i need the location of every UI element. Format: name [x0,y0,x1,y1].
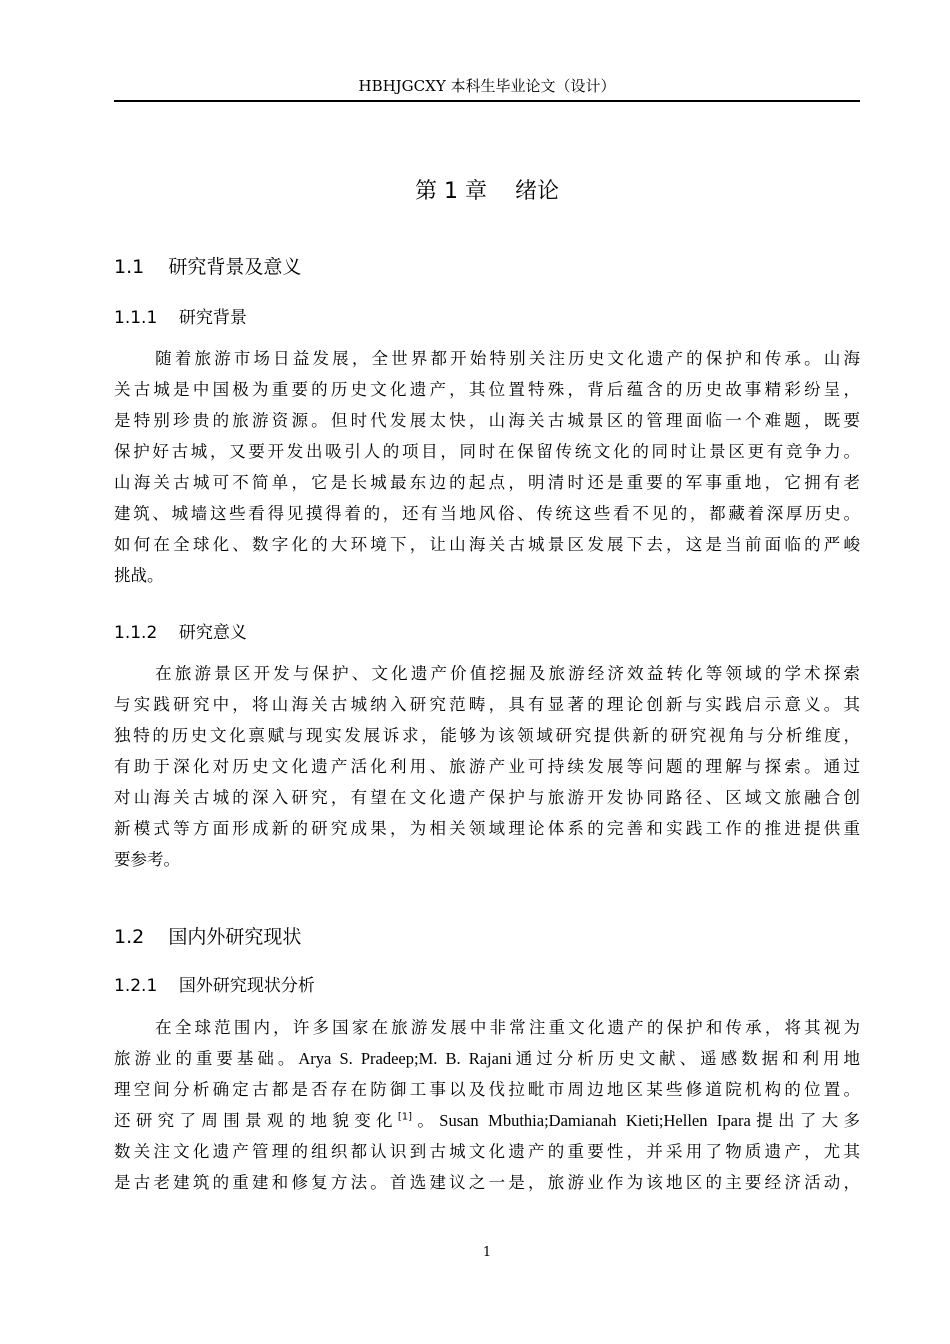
section-heading-1-1: 1.1 研究背景及意义 [114,256,302,278]
paragraph-research-significance [114,658,860,875]
line-text: 随着旅游市场日益发展，全世界都开始特别关注历史文化遗产的保护和传承。山海 [152,349,860,368]
text-line [114,343,860,374]
header-rule [114,100,860,102]
text-line: 与实践研究中，将山海关古城纳入研究范畴，具有显著的理论创新与实践启示意义。其 [114,695,860,714]
paragraph-foreign-research [114,1012,860,1198]
text-line: 要参考。 [114,850,180,869]
author-names: Susan Mbuthia;Damianah Kieti;Hellen Ipara [439,1111,751,1130]
line-text: 通过分析历史文献、遥感数据和利用地 [511,1049,861,1068]
line-text: 在旅游景区开发与保护、文化遗产价值挖掘及旅游经济效益转化等领域的学术探索 [152,664,860,683]
text-line: 是特别珍贵的旅游资源。但时代发展太快，山海关古城景区的管理面临一个难题，既要 [114,411,860,430]
text-line [114,1105,860,1136]
chapter-title: 第 1 章 绪论 [415,179,559,204]
citation-reference: [1] [397,1111,413,1123]
text-line: 有助于深化对历史文化遗产活化利用、旅游产业可持续发展等问题的理解与探索。通过 [114,757,860,776]
line-text: 在全球范围内，许多国家在旅游发展中非常注重文化遗产的保护和传承，将其视为 [152,1018,860,1037]
section-heading-1-2-1: 1.2.1 国外研究现状分析 [114,976,315,996]
line-text: 。 [412,1111,440,1130]
line-text: 还研究了周围景观的地貌变化 [114,1111,398,1130]
line-text: 提出了大多 [750,1111,861,1130]
text-line: 建筑、城墙这些看得见摸得着的，还有当地风俗、传统这些看不见的，都藏着深厚历史。 [114,504,860,523]
text-line [114,658,860,689]
text-line: 如何在全球化、数字化的大环境下，让山海关古城景区发展下去，这是当前面临的严峻 [114,535,860,554]
text-line: 保护好古城，又要开发出吸引人的项目，同时在保留传统文化的同时让景区更有竞争力。 [114,442,860,461]
page-number: 1 [482,1245,492,1260]
text-line: 山海关古城可不简单，它是长城最东边的起点，明清时还是重要的军事重地，它拥有老 [114,473,860,492]
text-line: 是古老建筑的重建和修复方法。首选建议之一是，旅游业作为该地区的主要经济活动， [114,1173,860,1192]
text-line [114,1043,860,1074]
page-header: HBHJGCXY 本科生毕业论文（设计） [358,77,616,95]
section-heading-1-1-1: 1.1.1 研究背景 [114,308,247,328]
section-heading-1-1-2: 1.1.2 研究意义 [114,623,247,643]
text-line: 独特的历史文化禀赋与现实发展诉求，能够为该领域研究提供新的研究视角与分析维度， [114,726,860,745]
line-text: 旅游业的重要基础。 [114,1049,299,1068]
paragraph-research-background [114,343,860,591]
author-names: Arya S. Pradeep;M. B. Rajani [298,1049,512,1068]
text-line: 挑战。 [114,566,164,585]
text-line: 对山海关古城的深入研究，有望在文化遗产保护与旅游开发协同路径、区域文旅融合创 [114,788,860,807]
text-line [114,1012,860,1043]
text-line: 理空间分析确定古都是否存在防御工事以及伐拉毗市周边地区某些修道院机构的位置。 [114,1080,860,1099]
text-line: 关古城是中国极为重要的历史文化遗产，其位置特殊，背后蕴含的历史故事精彩纷呈， [114,380,860,399]
section-heading-1-2: 1.2 国内外研究现状 [114,926,302,948]
text-line: 新模式等方面形成新的研究成果，为相关领域理论体系的完善和实践工作的推进提供重 [114,819,860,838]
text-line: 数关注文化遗产管理的组织都认识到古城文化遗产的重要性，并采用了物质遗产，尤其 [114,1142,860,1161]
